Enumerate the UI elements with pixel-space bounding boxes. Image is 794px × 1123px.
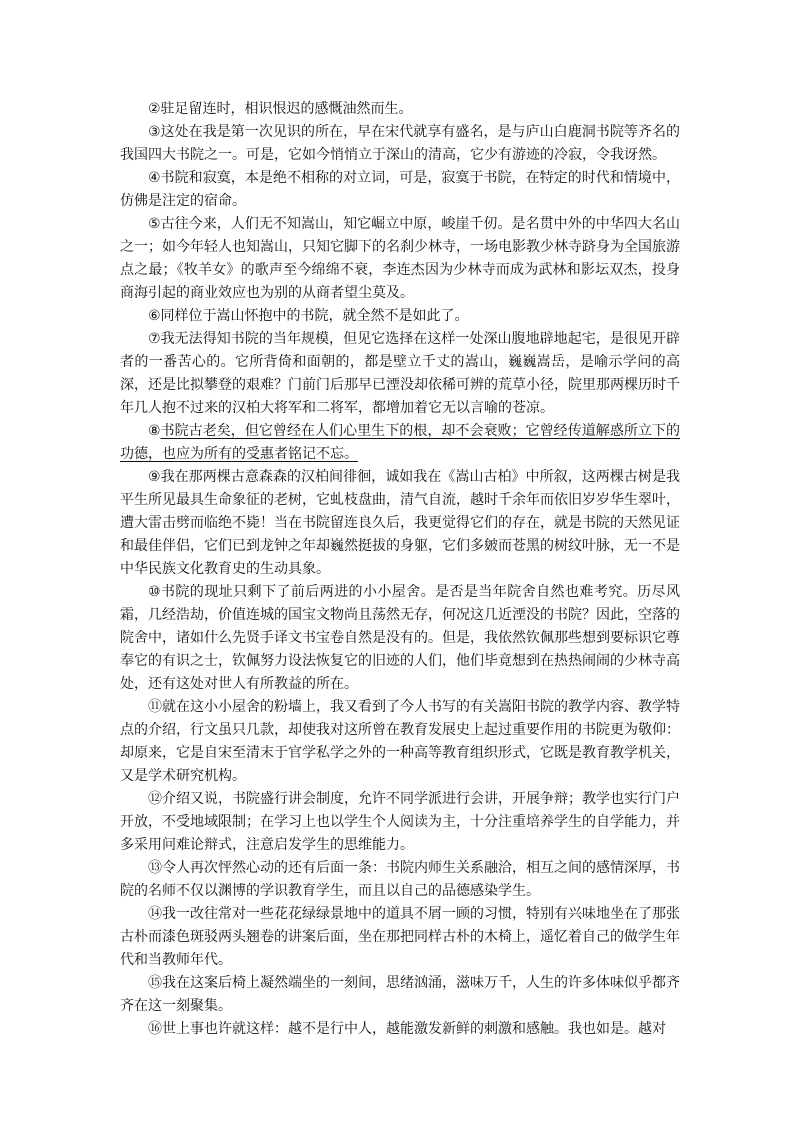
article-body <box>120 98 680 1041</box>
paragraph-3: ③这处在我是第一次见识的所在，早在宋代就享有盛名，是与庐山白鹿洞书院等齐名的我国四大书院之一。可是，它如今悄悄立于深山的清高，它少有游迹的冷寂，令我讶然。 <box>120 124 680 163</box>
paragraph-8-marker: ⑧ <box>148 423 161 439</box>
paragraph-12: ⑫介绍又说，书院盛行讲会制度，允许不同学派进行会讲，开展争辩；教学也实行门户开放，不受地域限制；在学习上也以学生个人阅读为主，十分注重培养学生的自学能力，并多采用问难论辩式，注意启发学生的思维能力。 <box>120 791 680 853</box>
paragraph-10: ⑩书院的现址只剩下了前后两进的小小屋舍。是否是当年院舍自然也难考究。历尽风霜，几经浩劫，价值连城的国宝文物尚且荡然无存，何况这几近湮没的书院？因此，空落的院舍中，诸如什么先贤手译文书宝卷自然是没有的。但是，我依然钦佩那些想到要标识它尊奉它的有识之士，钦佩努力设法恢复它的旧迹的人们，他们毕竟想到在热热闹闹的少林寺高处，还有这处对世人有所教益的所在。 <box>120 584 680 692</box>
paragraph-5: ⑤古往今来，人们无不知嵩山，知它崛立中原，峻崖千仞。是名贯中外的中华四大名山之一；如今年轻人也知嵩山，只知它脚下的名刹少林寺，一场电影教少林寺跻身为全国旅游点之最；《牧羊女》的歌声至今绵绵不衰，李连杰因为少林寺而成为武林和影坛双杰，投身商海引起的商业效应也为别的从商者望尘莫及。 <box>120 216 680 301</box>
paragraph-14: ⑭我一改往常对一些花花绿绿景地中的道具不屑一顾的习惯，特别有兴味地坐在了那张古朴而漆色斑驳两头翘卷的讲案后面，坐在那把同样古朴的木椅上，遥忆着自己的做学生年代和当教师年代。 <box>120 906 680 968</box>
paragraph-6: ⑥同样位于嵩山怀抱中的书院，就全然不是如此了。 <box>148 308 469 324</box>
paragraph-11: ⑪就在这小小屋舍的粉墙上，我又看到了今人书写的有关嵩阳书院的教学内容、教学特点的介绍，行文虽只几款，却使我对这所曾在教育发展史上起过重要作用的书院更为敬仰：却原来，它是自宋至清末于官学私学之外的一种高等教育组织形式，它既是教育教学机关，又是学术研究机构。 <box>120 699 680 784</box>
paragraph-13: ⑬令人再次怦然心动的还有后面一条：书院内师生关系融洽，相互之间的感情深厚，书院的名师不仅以渊博的学识教育学生，而且以自己的品德感染学生。 <box>120 860 680 899</box>
paragraph-15: ⑮我在这案后椅上凝然端坐的一刻间，思绪汹涌，滋味万千，人生的许多体味似乎都齐齐在这一刻聚集。 <box>120 975 680 1014</box>
paragraph-4: ④书院和寂寞，本是绝不相称的对立词，可是，寂寞于书院，在特定的时代和情境中，仿佛是注定的宿命。 <box>120 170 680 209</box>
underlined-sentence: 书院古老矣，但它曾经在人们心里生下的根，却不会衰败；它曾经传道解惑所立下的功德，也应为所有的受惠者铭记不忘。 <box>120 423 680 462</box>
paragraph-7: ⑦我无法得知书院的当年规模，但见它选择在这样一处深山腹地辟地起宅，是很见开辟者的一番苦心的。它所背倚和面朝的，都是壁立千丈的嵩山，巍巍嵩岳，是喻示学问的高深，还是比拟攀登的艰难？门前门后那早已湮没却依稀可辨的荒草小径，院里那两棵历时千年几人抱不过来的汉柏大将军和二将军，都增加着它无以言喻的苍凉。 <box>120 331 680 416</box>
paragraph-8 <box>120 420 680 466</box>
paragraph-9: ⑨我在那两棵古意森森的汉柏间徘徊，诚如我在《嵩山古柏》中所叙，这两棵古树是我平生所见最具生命象征的老树，它虬枝盘曲，清气自流，越时千余年而依旧岁岁华生翠叶，遭大雷击劈而临绝不毙！当在书院留连良久后，我更觉得它们的存在，就是书院的天然见证和最佳伴侣，它们已到龙钟之年却巍然挺拔的身躯，它们多皴而苍黑的树纹叶脉，无一不是中华民族文化教育史的生动具象。 <box>120 469 680 577</box>
paragraph-2: ②驻足留连时，相识恨迟的感慨油然而生。 <box>148 101 413 117</box>
paragraph-16: ⑯世上事也许就这样：越不是行中人，越能激发新鲜的刺激和感触。我也如是。越对 <box>148 1021 666 1037</box>
